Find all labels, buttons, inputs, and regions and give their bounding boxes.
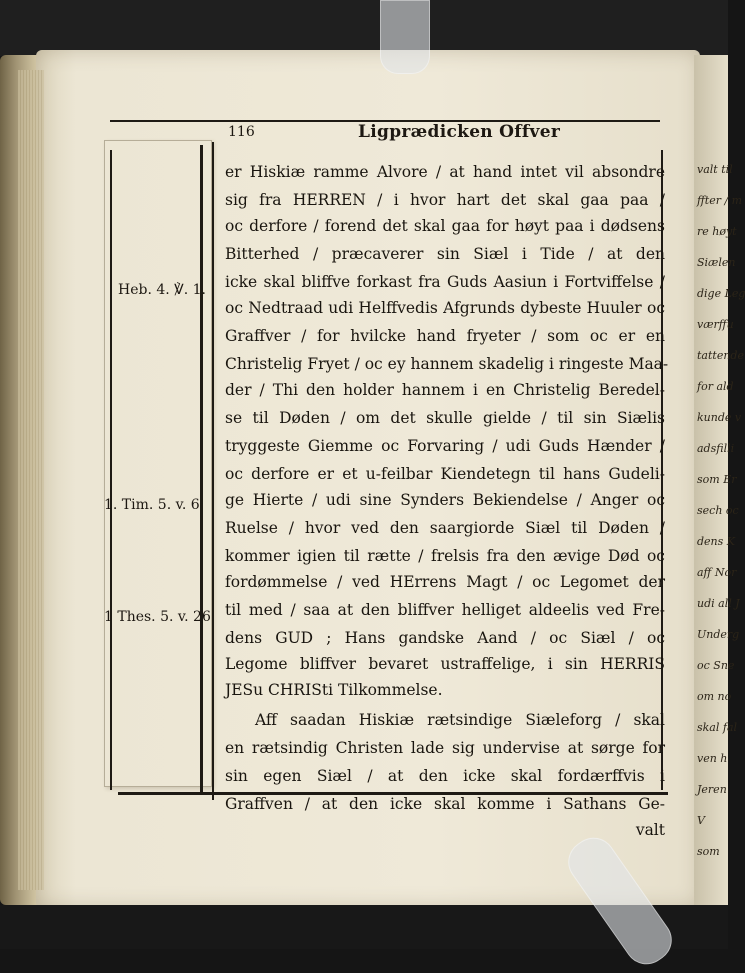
margin-inner-rule: [200, 145, 203, 795]
body-line: icke skal bliffve forkast fra Guds Aasiun i Fortviffelse /: [225, 273, 665, 291]
facing-page-fragment: for ald: [697, 380, 734, 393]
facing-page-fragment: værffu: [697, 318, 734, 331]
facing-page-fragment: adsfilli: [697, 442, 735, 455]
body-line: en rætsindig Christen lade sig undervise at sørge for: [225, 739, 665, 757]
body-line: oc Nedtraad udi Helffvedis Afgrunds dybeste Huuler oc: [225, 299, 665, 317]
facing-page-fragment: dens K: [697, 535, 735, 548]
page-clip-top: [380, 0, 430, 74]
body-line: Aff saadan Hiskiæ rætsindige Siæleforg / skal: [255, 711, 665, 729]
body-line: oc derfore er et u-feilbar Kiendetegn til hans Gudeli-: [225, 465, 665, 483]
body-line: valt: [635, 821, 665, 839]
facing-page-fragment: sech oc: [697, 504, 739, 517]
facing-page-fragment: valt til: [697, 163, 733, 176]
facing-page-fragment: Jeren: [697, 783, 727, 796]
body-line: dens GUD ; Hans gandske Aand / oc Siæl / oc: [225, 629, 665, 647]
text-left-rule: [212, 142, 214, 800]
page-edges: [18, 70, 44, 890]
facing-page-fragment: aff Nor: [697, 566, 737, 579]
facing-page-fragment: ven h: [697, 752, 728, 765]
facing-page-fragment: udi all J: [697, 597, 740, 610]
facing-page-fragment: skal fal: [697, 721, 738, 734]
body-line: der / Thi den holder hannem i en Christelig Beredel-: [225, 381, 665, 399]
facing-page-fragment: om no: [697, 690, 732, 703]
facing-page-fragment: re høyt: [697, 225, 737, 238]
facing-page-edge: [694, 55, 745, 905]
facing-page-fragment: Underg: [697, 628, 740, 641]
body-line: Graffver / for hvilcke hand fryeter / som oc er en: [225, 327, 665, 345]
page-number: 116: [228, 124, 255, 140]
body-line: JESu CHRISti Tilkommelse.: [225, 681, 443, 699]
body-line: sig fra HERREN / i hvor hart det skal gaa paa /: [225, 191, 665, 209]
margin-shadow-box: [104, 140, 212, 787]
body-line: Bitterhed / præcaverer sin Siæl i Tide / at den: [225, 245, 665, 263]
body-line: er Hiskiæ ramme Alvore / at hand intet vil absondre: [225, 163, 665, 181]
facing-page-fragment: oc Sne: [697, 659, 735, 672]
margin-note-thes: 1 Thes. 5. v. 26: [104, 609, 211, 625]
body-line: oc derfore / forend det skal gaa for høyt paa i dødsens: [225, 217, 665, 235]
background-top: [0, 0, 728, 56]
body-line: til med / saa at den bliffver helliget aldeelis ved Fre-: [225, 601, 665, 619]
body-line: Graffven / at den icke skal komme i Sathans Ge-: [225, 795, 665, 813]
body-line: ge Hierte / udi sine Synders Bekiendelse / Anger oc: [225, 491, 665, 509]
margin-note-tim: 1. Tim. 5. v. 6: [104, 497, 200, 513]
facing-page-fragment: kunde v: [697, 411, 742, 424]
facing-page-fragment: som: [697, 845, 720, 858]
facing-page-fragment: Siælen: [697, 256, 736, 269]
body-line: Ruelse / hvor ved den saargiorde Siæl til Døden /: [225, 519, 665, 537]
running-head: [228, 124, 648, 148]
margin-outer-rule: [110, 150, 112, 790]
running-title: Ligprædicken Offver: [358, 122, 561, 142]
body-line: fordømmelse / ved HErrens Magt / oc Legomet der: [225, 573, 665, 591]
margin-note-heb: Heb. 4. ℣. 1.: [118, 282, 206, 298]
facing-page-fragment: som Er: [697, 473, 737, 486]
body-line: kommer igien til rætte / frelsis fra den ævige Død oc: [225, 547, 665, 565]
body-line: Legome bliffver bevaret ustraffelige, i sin HERRIS: [225, 655, 665, 673]
body-line: Christelig Fryet / oc ey hannem skadelig i ringeste Maa-: [225, 355, 669, 373]
facing-page-fragment: ffter / m: [697, 194, 743, 207]
facing-page-fragment: tattende: [697, 349, 744, 362]
facing-page-fragment: V: [697, 814, 705, 827]
body-line: sin egen Siæl / at den icke skal fordærffvis i: [225, 767, 665, 785]
body-line: tryggeste Giemme oc Forvaring / udi Guds Hænder /: [225, 437, 665, 455]
facing-page-fragment: dige Leg: [697, 287, 745, 300]
body-line: se til Døden / om det skulle gielde / til sin Siælis: [225, 409, 665, 427]
